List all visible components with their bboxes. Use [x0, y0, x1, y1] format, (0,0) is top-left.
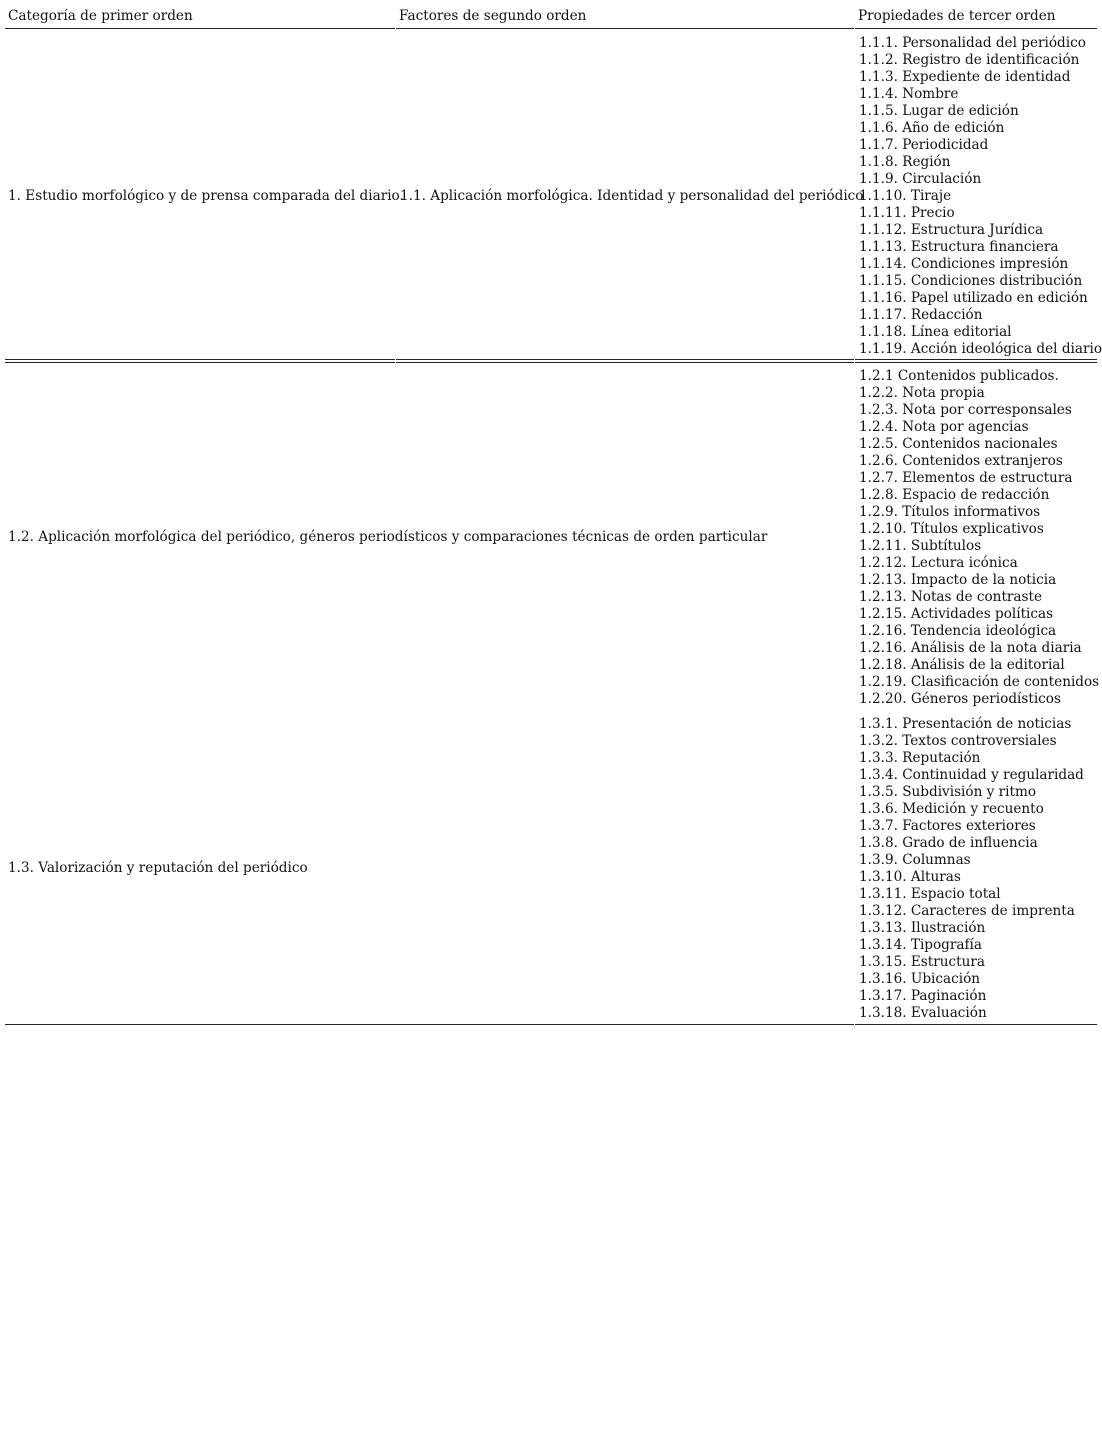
list-item: 1.2.6. Contenidos extranjeros: [859, 453, 1063, 469]
list-item: 1.3.7. Factores exteriores: [859, 818, 1036, 834]
list-item: 1.1.4. Nombre: [859, 86, 959, 102]
list-item: 1.3.10. Alturas: [859, 869, 961, 885]
list-item: 1.2.15. Actividades políticas: [859, 606, 1054, 622]
list-item: 1.1.17. Redacción: [859, 307, 983, 323]
list-item: 1.1.7. Periodicidad: [859, 137, 989, 153]
row-separator-double: [5, 359, 395, 363]
header-third-order: Propiedades de tercer orden: [855, 8, 1097, 29]
list-item: 1.2.4. Nota por agencias: [859, 419, 1029, 435]
row1-properties-list: [859, 35, 1102, 358]
list-item: 1.2.16. Análisis de la nota diaria: [859, 640, 1082, 656]
list-item: 1.3.11. Espacio total: [859, 886, 1001, 902]
list-item: 1.1.14. Condiciones impresión: [859, 256, 1069, 272]
list-item: 1.2.5. Contenidos nacionales: [859, 436, 1058, 452]
list-item: 1.2.16. Tendencia ideológica: [859, 623, 1057, 639]
list-item: 1.3.12. Caracteres de imprenta: [859, 903, 1075, 919]
list-item: 1.1.10. Tiraje: [859, 188, 952, 204]
list-item: 1.1.15. Condiciones distribución: [859, 273, 1083, 289]
list-item: 1.1.18. Línea editorial: [859, 324, 1012, 340]
list-item: 1.2.1 Contenidos publicados.: [859, 368, 1059, 384]
list-item: 1.3.13. Ilustración: [859, 920, 986, 936]
list-item: 1.1.1. Personalidad del periódico: [859, 35, 1086, 51]
list-item: 1.1.16. Papel utilizado en edición: [859, 290, 1088, 306]
list-item: 1.1.19. Acción ideológica del diario: [859, 341, 1102, 357]
table-bottom-rule: [855, 1024, 1097, 1025]
list-item: 1.1.8. Región: [859, 154, 951, 170]
list-item: 1.3.2. Textos controversiales: [859, 733, 1057, 749]
list-item: 1.3.5. Subdivisión y ritmo: [859, 784, 1037, 800]
list-item: 1.3.6. Medición y recuento: [859, 801, 1044, 817]
list-item: 1.2.10. Títulos explicativos: [859, 521, 1044, 537]
list-item: 1.2.11. Subtítulos: [859, 538, 982, 554]
table-bottom-rule: [5, 1024, 854, 1025]
list-item: 1.3.4. Continuidad y regularidad: [859, 767, 1084, 783]
list-item: 1.1.9. Circulación: [859, 171, 982, 187]
row1-second-order-cell: 1.1. Aplicación morfológica. Identidad y personalidad del periódico: [400, 188, 864, 204]
list-item: 1.2.12. Lectura icónica: [859, 555, 1018, 571]
list-item: 1.2.19. Clasificación de contenidos: [859, 674, 1100, 690]
row3-first-order-cell: 1.3. Valorización y reputación del periódico: [8, 860, 308, 876]
list-item: 1.1.12. Estructura Jurídica: [859, 222, 1044, 238]
list-item: 1.1.5. Lugar de edición: [859, 103, 1019, 119]
row-separator-double: [396, 359, 854, 363]
list-item: 1.1.2. Registro de identificación: [859, 52, 1080, 68]
list-item: 1.2.3. Nota por corresponsales: [859, 402, 1072, 418]
row-separator-double: [855, 359, 1097, 363]
list-item: 1.1.6. Año de edición: [859, 120, 1005, 136]
list-item: 1.3.18. Evaluación: [859, 1005, 987, 1021]
list-item: 1.3.17. Paginación: [859, 988, 987, 1004]
list-item: 1.2.20. Géneros periodísticos: [859, 691, 1061, 707]
list-item: 1.2.13. Impacto de la noticia: [859, 572, 1057, 588]
list-item: 1.3.3. Reputación: [859, 750, 981, 766]
row1-first-order-cell: 1. Estudio morfológico y de prensa comparada del diario.: [8, 188, 404, 204]
list-item: 1.2.8. Espacio de redacción: [859, 487, 1050, 503]
header-first-order: Categoría de primer orden: [5, 8, 395, 29]
list-item: 1.2.7. Elementos de estructura: [859, 470, 1073, 486]
row3-properties-list: [859, 716, 1084, 1022]
list-item: 1.3.16. Ubicación: [859, 971, 981, 987]
header-second-order: Factores de segundo orden: [396, 8, 854, 29]
row2-first-order-cell: 1.2. Aplicación morfológica del periódico, géneros periodísticos y comparaciones técnicas de orden particular: [8, 529, 768, 545]
list-item: 1.1.11. Precio: [859, 205, 955, 221]
list-item: 1.2.18. Análisis de la editorial: [859, 657, 1065, 673]
list-item: 1.2.9. Títulos informativos: [859, 504, 1041, 520]
list-item: 1.3.15. Estructura: [859, 954, 985, 970]
list-item: 1.2.2. Nota propia: [859, 385, 985, 401]
list-item: 1.2.13. Notas de contraste: [859, 589, 1042, 605]
list-item: 1.1.3. Expediente de identidad: [859, 69, 1071, 85]
row2-properties-list: [859, 368, 1099, 708]
list-item: 1.3.1. Presentación de noticias: [859, 716, 1072, 732]
list-item: 1.1.13. Estructura financiera: [859, 239, 1059, 255]
list-item: 1.3.8. Grado de influencia: [859, 835, 1038, 851]
list-item: 1.3.14. Tipografía: [859, 937, 982, 953]
list-item: 1.3.9. Columnas: [859, 852, 971, 868]
